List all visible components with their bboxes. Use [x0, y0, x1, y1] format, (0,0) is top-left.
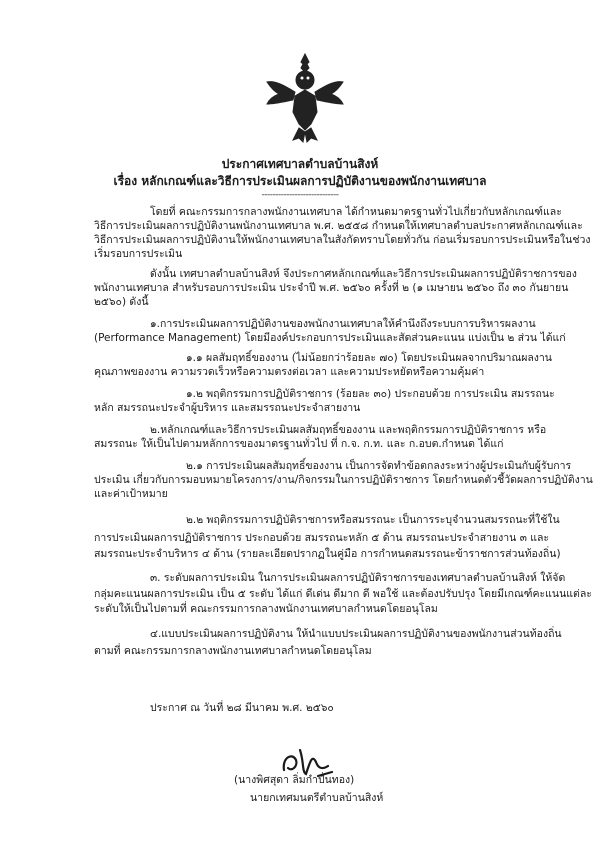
p1-line: วิธีการประเมินผลการปฏิบัติงานพนักงานเทศบาล พ.ศ. ๒๕๕๘ กำหนดให้เทศบาลตำบลประกาศหลักเกณฑ์และ	[94, 220, 583, 232]
item3-line: กลุ่มคะแนนผลการประเมิน เป็น ๕ ระดับ ได้แก่ ดีเด่น ดีมาก ดี พอใช้ และต้องปรับปรุง โดยมีเกณฑ์คะแนนแต่ละ	[94, 588, 592, 600]
item2-line: สมรรถนะ ให้เป็นไปตามหลักการของมาตรฐานทั่วไป ที่ ก.จ. ก.ท. และ ก.อบต.กำหนด ได้แก่	[94, 438, 504, 450]
header-divider: ----------------------------	[261, 190, 339, 200]
announcement-subject: เรื่อง หลักเกณฑ์และวิธีการประเมินผลการปฏิบัติงานของพนักงานเทศบาล	[113, 174, 487, 188]
item2-1-line: ประเมิน เกี่ยวกับการมอบหมายโครงการ/งาน/กิจกรรมในการปฏิบัติราชการ โดยกำหนดตัวชี้วัดผลการปฏิบัติงาน	[94, 474, 593, 486]
item1-1-line: ๑.๑ ผลสัมฤทธิ์ของงาน (ไม่น้อยกว่าร้อยละ ๗๐) โดยประเมินผลจากปริมาณผลงาน	[186, 352, 552, 364]
announcement-title: ประกาศเทศบาลตำบลบ้านสิงห์	[221, 157, 379, 171]
item1-line: (Performance Management) โดยมีองค์ประกอบการประเมินและสัดส่วนคะแนน แบ่งเป็น ๒ ส่วน ได้แก่	[94, 332, 566, 344]
item1-line: ๑.การประเมินผลการปฏิบัติงานของพนักงานเทศบาลให้คำนึงถึงระบบการบริหารผลงาน	[150, 318, 536, 330]
p1-line: วิธีการประเมินผลการปฏิบัติงานให้พนักงานเทศบาลในสังกัดทราบโดยทั่วกัน ก่อนเริ่มรอบการประเมินหรือในช่วง	[94, 234, 591, 246]
item3-line: ระดับให้เป็นไปตามที่ คณะกรรมการกลางพนักงานเทศบาลกำหนดโดยอนุโลม	[94, 603, 438, 615]
garuda-emblem-icon	[265, 52, 345, 144]
item2-line: ๒.หลักเกณฑ์และวิธีการประเมินผลสัมฤทธิ์ของงาน และพฤติกรรมการปฏิบัติราชการ หรือ	[150, 424, 547, 436]
item2-2-line: สมรรถนะประจำบริหาร ๔ ด้าน (รายละเอียดปรากฏในคู่มือ การกำหนดสมรรถนะข้าราชการส่วนท้องถิ่น)	[94, 548, 561, 560]
item4-line: ตามที่ คณะกรรมการกลางพนักงานเทศบาลกำหนดโดยอนุโลม	[94, 645, 372, 657]
p1-line: เริ่มรอบการประเมิน	[94, 248, 183, 260]
item3-line: ๓. ระดับผลการประเมิน ในการประเมินผลการปฏิบัติราชการของเทศบาลตำบลบ้านสิงห์ ให้จัด	[150, 572, 566, 584]
item1-1-line: คุณภาพของงาน ความรวดเร็วหรือความตรงต่อเวลา และความประหยัดหรือความคุ้มค่า	[94, 366, 485, 378]
p2-line: ๒๕๖๐) ดังนี้	[94, 296, 149, 308]
item2-1-line: ๒.๑ การประเมินผลสัมฤทธิ์ของงาน เป็นการจัดทำข้อตกลงระหว่างผู้ประเมินกับผู้รับการ	[186, 460, 572, 472]
p2-line: ดังนั้น เทศบาลตำบลบ้านสิงห์ จึงประกาศหลักเกณฑ์และวิธีการประเมินผลการปฏิบัติราชการของ	[150, 268, 577, 280]
item4-line: ๔.แบบประเมินผลการปฏิบัติงาน ให้นำแบบประเมินผลการปฏิบัติงานของพนักงานส่วนท้องถิ่น	[150, 628, 562, 640]
item2-1-line: และค่าเป้าหมาย	[94, 488, 168, 500]
item1-2-line: หลัก สมรรถนะประจำผู้บริหาร และสมรรถนะประจำสายงาน	[94, 402, 361, 414]
p2-line: พนักงานเทศบาล สำหรับรอบการประเมิน ประจำปี พ.ศ. ๒๕๖๐ ครั้งที่ ๒ (๑ เมษายน ๒๕๖๐ ถึง ๓๐ กันยายน	[94, 282, 569, 294]
item2-2-line: ๒.๒ พฤติกรรมการปฏิบัติราชการหรือสมรรถนะ เป็นการระบุจำนวนสมรรถนะที่ใช้ใน	[186, 514, 560, 526]
item2-2-line: การประเมินผลการปฏิบัติราชการ ประกอบด้วย สมรรถนะหลัก ๕ ด้าน สมรรถนะประจำสายงาน ๓ และ	[94, 532, 550, 544]
p1-line: โดยที่ คณะกรรมการกลางพนักงานเทศบาล ได้กำหนดมาตรฐานทั่วไปเกี่ยวกับหลักเกณฑ์และ	[150, 206, 562, 218]
announcement-date: ประกาศ ณ วันที่ ๒๘ มีนาคม พ.ศ. ๒๕๖๐	[150, 702, 334, 714]
signer-name: (นางพิศสุดา ลิ่มกำปั่นทอง)	[234, 774, 355, 786]
item1-2-line: ๑.๒ พฤติกรรมการปฏิบัติราชการ (ร้อยละ ๓๐) ประกอบด้วย การประเมิน สมรรถนะ	[186, 388, 555, 400]
signer-title: นายกเทศมนตรีตำบลบ้านสิงห์	[250, 792, 384, 804]
